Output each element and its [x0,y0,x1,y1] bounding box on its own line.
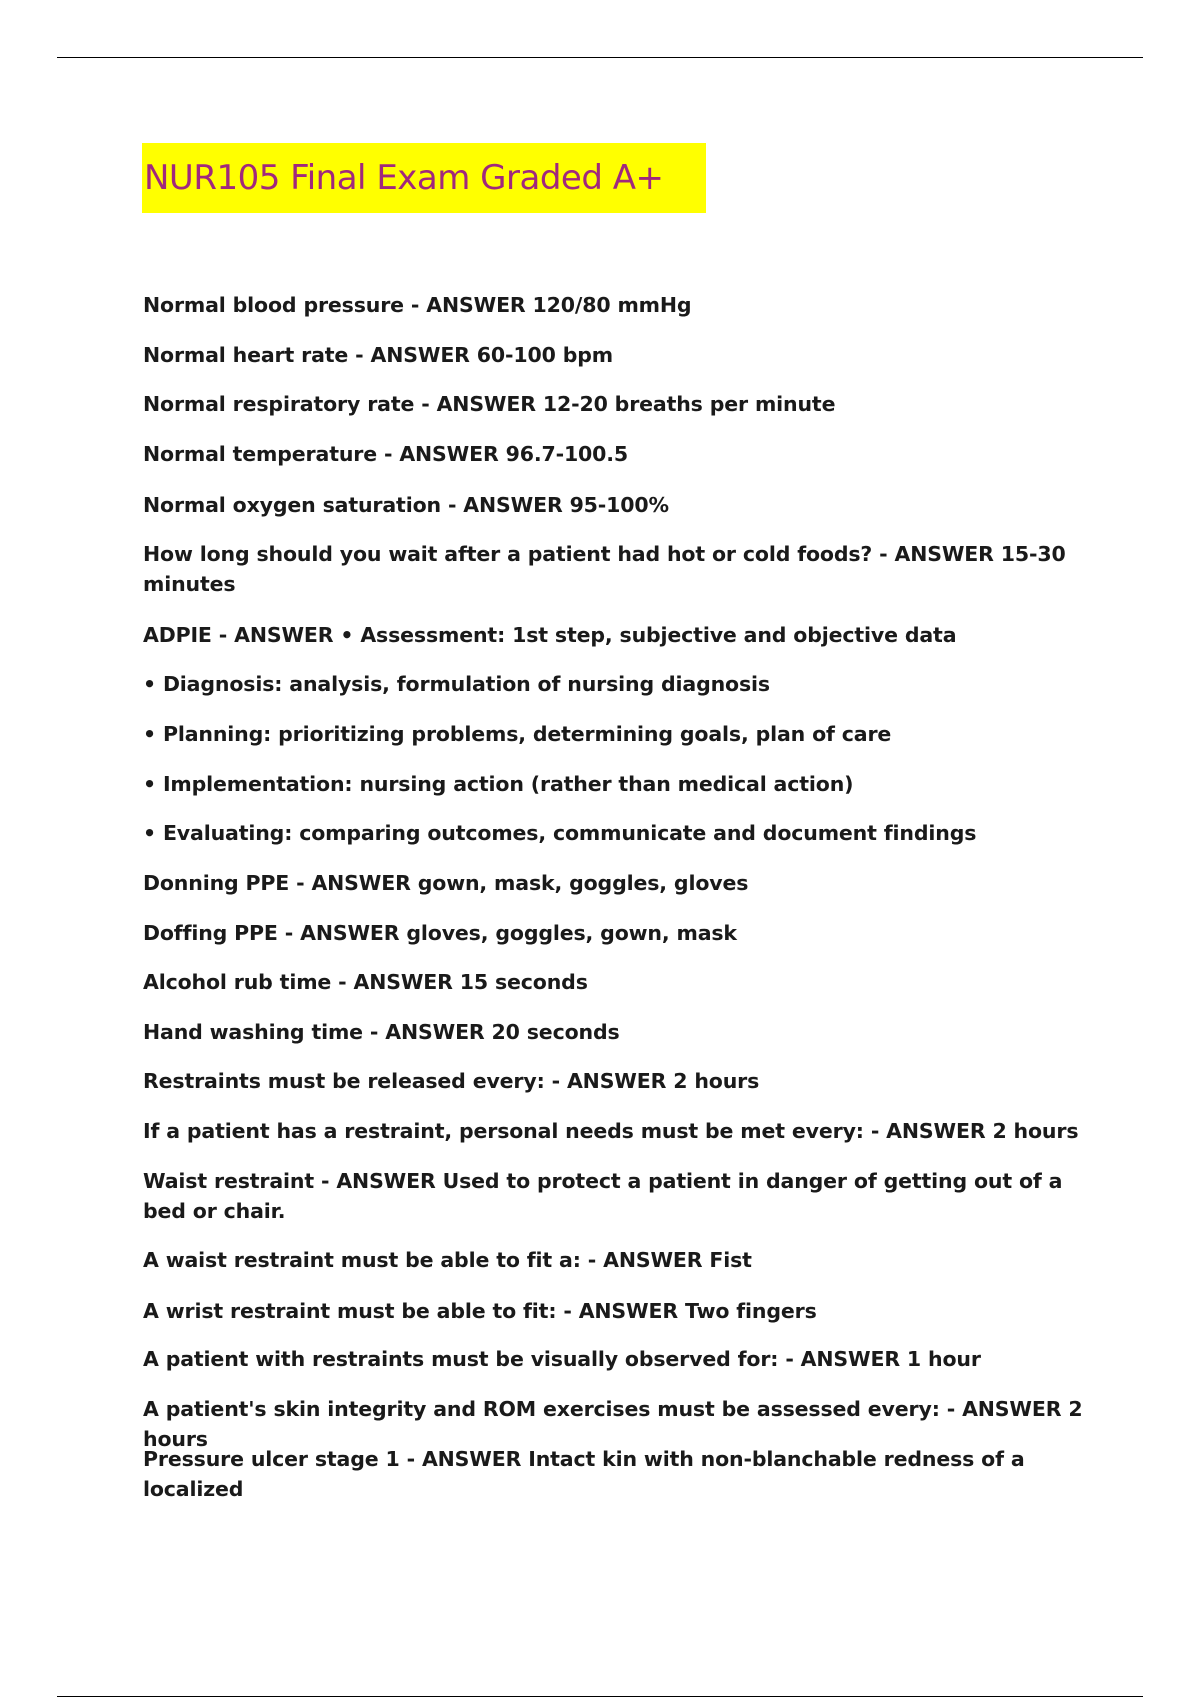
title-highlight [142,143,706,213]
qa-item: Pressure ulcer stage 1 - ANSWER Intact kin with non-blanchable redness of a localized [143,1447,1025,1501]
qa-item: ADPIE - ANSWER • Assessment: 1st step, subjective and objective data [143,623,957,647]
qa-item: Normal heart rate - ANSWER 60-100 bpm [143,343,613,367]
qa-item: A wrist restraint must be able to fit: - ANSWER Two fingers [143,1299,817,1323]
qa-item: Waist restraint - ANSWER Used to protect a patient in danger of getting out of a bed or chair. [143,1169,1063,1223]
qa-item: If a patient has a restraint, personal needs must be met every: - ANSWER 2 hours [143,1119,1079,1143]
qa-item: Normal temperature - ANSWER 96.7-100.5 [143,442,629,466]
qa-item: A waist restraint must be able to fit a: - ANSWER Fist [143,1248,752,1272]
document-title: NUR105 Final Exam Graded A+ [144,158,664,198]
top-rule [57,57,1143,58]
qa-item: A patient's skin integrity and ROM exercises must be assessed every: - ANSWER 2 hours [143,1397,1083,1451]
bottom-rule [57,1696,1143,1697]
qa-item: Normal oxygen saturation - ANSWER 95-100% [143,493,669,517]
qa-item: Normal respiratory rate - ANSWER 12-20 breaths per minute [143,392,836,416]
qa-item: • Diagnosis: analysis, formulation of nursing diagnosis [143,672,770,696]
qa-item: • Evaluating: comparing outcomes, communicate and document findings [143,821,977,845]
qa-item: • Planning: prioritizing problems, determining goals, plan of care [143,722,892,746]
qa-item: Normal blood pressure - ANSWER 120/80 mmHg [143,293,692,317]
qa-item: Restraints must be released every: - ANSWER 2 hours [143,1069,760,1093]
qa-item: Donning PPE - ANSWER gown, mask, goggles, gloves [143,871,749,895]
qa-item: Doffing PPE - ANSWER gloves, goggles, gown, mask [143,921,737,945]
qa-item: How long should you wait after a patient had hot or cold foods? - ANSWER 15-30 minutes [143,542,1066,596]
qa-item: • Implementation: nursing action (rather than medical action) [143,772,854,796]
qa-item: Alcohol rub time - ANSWER 15 seconds [143,970,588,994]
qa-item: A patient with restraints must be visually observed for: - ANSWER 1 hour [143,1347,981,1371]
qa-item: Hand washing time - ANSWER 20 seconds [143,1020,620,1044]
